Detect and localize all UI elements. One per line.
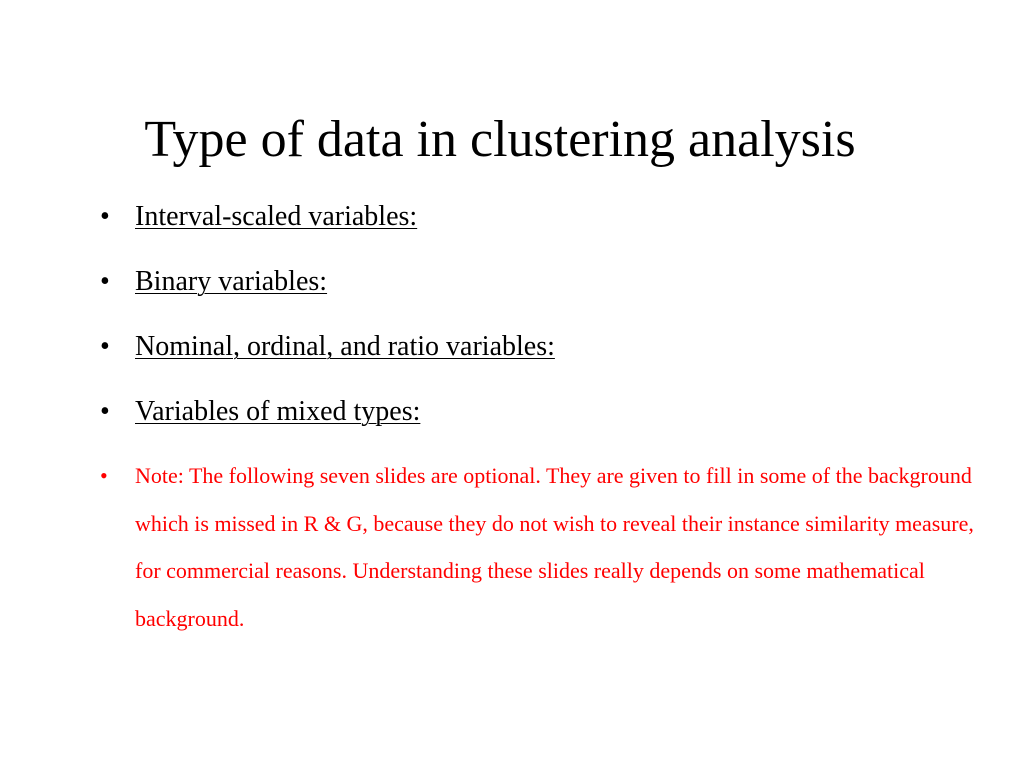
bullet-text: Binary variables: — [135, 266, 328, 297]
note-item — [100, 452, 980, 642]
bullet-dot: • — [100, 201, 110, 232]
bullet-text: Variables of mixed types: — [135, 396, 421, 427]
bullet-text: Nominal, ordinal, and ratio variables: — [135, 331, 555, 362]
bullet-dot: • — [100, 463, 108, 488]
note-text: Note: The following seven slides are optional. They are given to fill in some of the background which is missed in R & G, because they do not wish to reveal their instance similarity measure, for commercial reasons. Understanding these slides really depends on some mathematical background. — [135, 463, 974, 631]
bullet-item-interval-scaled — [100, 196, 980, 238]
slide-title: Type of data in clustering analysis — [144, 111, 856, 168]
bullet-item-binary — [100, 261, 980, 303]
bullet-item-mixed-types — [100, 391, 980, 433]
bullet-item-nominal-ordinal-ratio — [100, 326, 980, 368]
bullet-dot: • — [100, 266, 110, 297]
bullet-text: Interval-scaled variables: — [135, 201, 418, 232]
bullet-dot: • — [100, 331, 110, 362]
bullet-list — [100, 196, 980, 642]
bullet-dot: • — [100, 396, 110, 427]
